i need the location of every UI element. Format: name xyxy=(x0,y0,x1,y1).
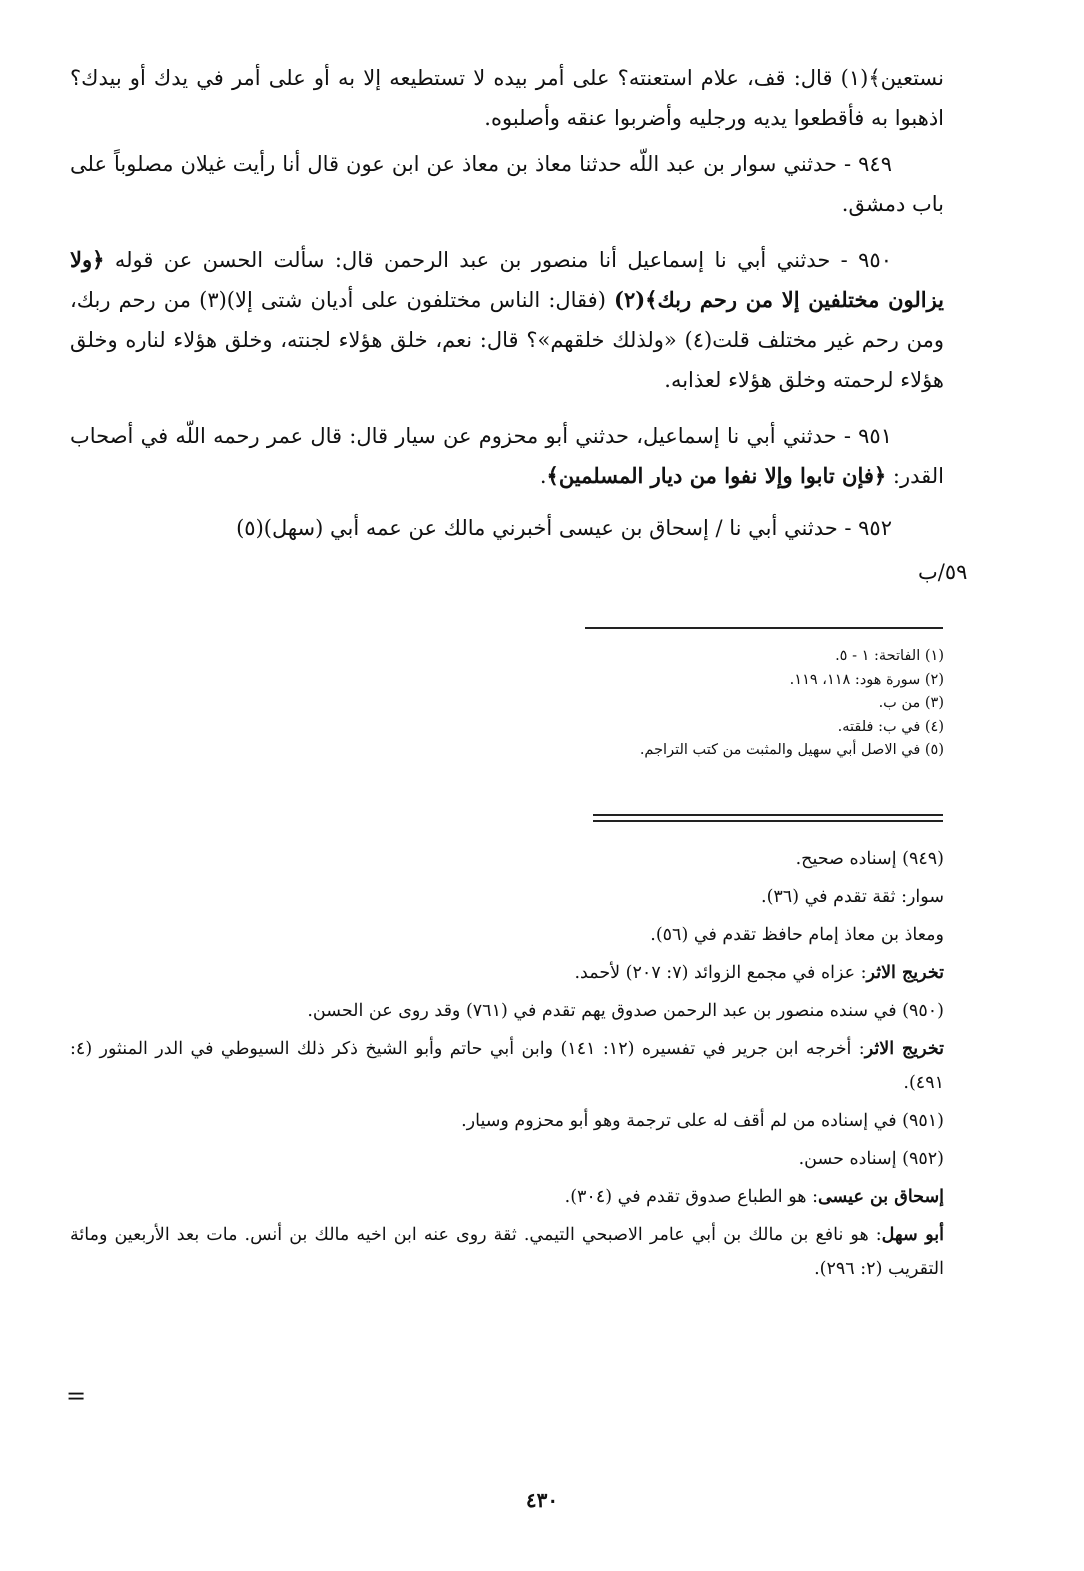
commentary-line: (٩٤٩) إسناده صحيح. xyxy=(795,849,944,869)
main-text xyxy=(70,58,944,548)
footnote: (٥) في الاصل أبي سهيل والمثبت من كتب التراجم. xyxy=(639,742,944,758)
hadith-950 xyxy=(70,240,944,400)
hadith-952: ٩٥٢ - حدثني أبي نا / إسحاق بن عيسى أخبرني مالك عن عمه أبي (سهل)(٥) xyxy=(236,516,892,540)
hadith-950-end: (فقال: الناس مختلفون على أديان شتى إلا)(٣) من رحم ربك، ومن رحم غير مختلف قلت(٤) «ولذلك خلقهم»؟ قال: نعم، خلق هؤلاء لجنته، وخلق هؤلاء لناره وخلق هؤلاء لرحمته وخلق هؤلاء لعذابه. xyxy=(70,288,944,392)
commentary-text: : هو الطباع صدوق تقدم في (٣٠٤). xyxy=(564,1187,818,1207)
commentary-label: أبو سهل xyxy=(881,1225,944,1245)
footnotes xyxy=(70,645,944,763)
commentary-line xyxy=(70,1032,944,1100)
hadith-951-end: . xyxy=(539,464,547,488)
commentary-line xyxy=(70,956,944,990)
commentary-line xyxy=(70,1180,944,1214)
continuation-mark: = xyxy=(66,1382,87,1410)
commentary-text: : عزاه في مجمع الزوائد (٧: ٢٠٧) لأحمد. xyxy=(574,963,867,983)
commentary-line: سوار: ثقة تقدم في (٣٦). xyxy=(761,887,944,907)
paragraph-continuation: نستعين﴾(١) قال: قف، علام استعنته؟ على أمر بيده لا تستطيعه إلا به أو على أمر في يدك أو بيدك؟ اذهبوا به فأقطعوا يديه ورجليه وأضربوا عنقه وأصلبوه. xyxy=(70,66,944,130)
commentary-line: (٩٥٠) في سنده منصور بن عبد الرحمن صدوق يهم تقدم في (٧٦١) وقد روى عن الحسن. xyxy=(307,1001,944,1021)
footnote: (١) الفاتحة: ١ - ٥. xyxy=(835,648,944,664)
quran-quote: ﴿فإن تابوا وإلا نفوا من ديار المسلمين﴾ xyxy=(546,463,887,488)
hadith-949: ٩٤٩ - حدثني سوار بن عبد اللّه حدثنا معاذ بن معاذ عن ابن عون قال أنا رأيت غيلان مصلوباً على باب دمشق. xyxy=(70,152,944,216)
quran-quote: ﴿ولا يزالون مختلفين إلا من رحم ربك﴾(٢) xyxy=(70,247,944,312)
hadith-951 xyxy=(70,416,944,496)
hadith-951-start: ٩٥١ - حدثني أبي نا إسماعيل، حدثني أبو محزوم عن سيار قال: قال عمر رحمه اللّه في أصحاب القدر: xyxy=(70,424,944,488)
commentary-line: ومعاذ بن معاذ إمام حافظ تقدم في (٥٦). xyxy=(650,925,944,945)
commentary-label: تخريج الاثر xyxy=(864,1039,944,1059)
commentary-separator xyxy=(593,820,943,822)
footnote: (٣) من ب. xyxy=(878,695,944,711)
commentary-line: (٩٥١) في إسناده من لم أقف له على ترجمة وهو أبو محزوم وسيار. xyxy=(461,1111,944,1131)
commentary-line xyxy=(70,1218,944,1286)
commentary-separator xyxy=(593,814,943,816)
manuscript-folio-note: ٥٩/ب xyxy=(918,560,968,584)
footnote-separator xyxy=(585,627,943,629)
commentary-text: : هو نافع بن مالك بن أبي عامر الاصبحي التيمي. ثقة روى عنه ابن اخيه مالك بن أنس. مات بعد الأربعين ومائة التقريب (٢: ٢٩٦). xyxy=(70,1225,944,1279)
commentary xyxy=(70,842,944,1286)
footnote: (٢) سورة هود: ١١٨، ١١٩. xyxy=(789,671,944,688)
commentary-text: : أخرجه ابن جرير في تفسيره (١٢: ١٤١) وابن أبي حاتم وأبو الشيخ ذكر ذلك السيوطي في الدر المنثور (٤: ٤٩١). xyxy=(70,1039,944,1093)
page-number: ٤٣٠ xyxy=(525,1488,559,1512)
commentary-label: تخريج الاثر xyxy=(866,963,944,983)
footnote: (٤) في ب: فلقته. xyxy=(837,718,944,735)
commentary-line: (٩٥٢) إسناده حسن. xyxy=(798,1149,944,1169)
hadith-950-start: ٩٥٠ - حدثني أبي نا إسماعيل أنا منصور بن عبد الرحمن قال: سألت الحسن عن قوله xyxy=(114,248,892,272)
commentary-label: إسحاق بن عيسى xyxy=(817,1187,944,1207)
